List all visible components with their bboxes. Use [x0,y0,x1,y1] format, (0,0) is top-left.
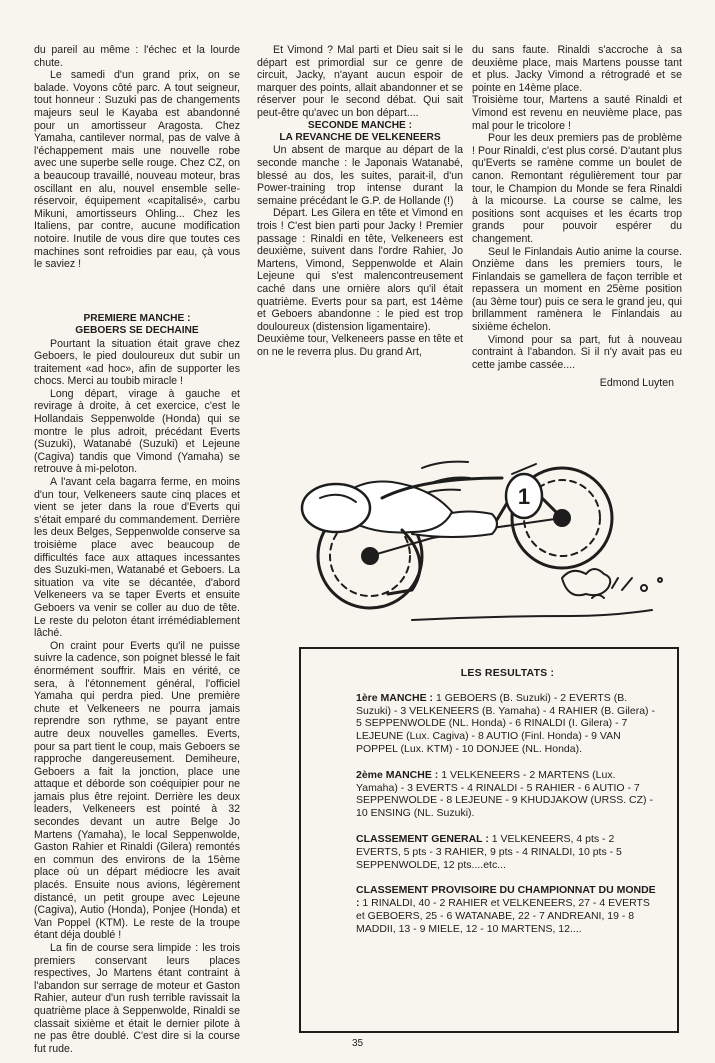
results-classement-provisoire [356,884,659,935]
section-subheading: GEBOERS SE DECHAINE [75,325,199,337]
section-heading: SECONDE MANCHE : [307,119,413,131]
results-title: LES RESULTATS : [460,667,555,679]
paragraph: Le samedi d'un grand prix, on se balade. Voyons côté parc. A tout seigneur, tout honneur : Suzuki pas de changements majeurs seul le Kayaba est abandonné pour un amortisseur Aragosta. Chez Yamaha, cantilever normal, pas de valve à l'échappement mais une nouvelle robe avec une superbe selle rouge. Chez CZ, on a beaucoup travaillé, nouveau moteur, bras oscillant en alu, nouvel ensemble selle-réservoir, équipement «capitalisé», carbu Mikuni, amortisseurs Ohling... Chez les Italiens, par contre, aucune modification notoire. Inutile de vous dire que toutes ces machines sont refroidies par eau, çà vous le saviez ! [34,69,240,271]
paragraph: Vimond pour sa part, fut à nouveau contraint à l'abandon. Si il n'y avait pas eu cette jambe cassée.... [472,333,682,371]
article-column-3 [472,44,682,390]
paragraph: Un absent de marque au départ de la seconde manche : le Japonais Watanabé, blessé au dos, les suites, parait-il, d'un Power-training trop intense durant la semaine précédant le G.P. de Hollande (!) [257,144,463,207]
paragraph: Pour les deux premiers pas de problème ! Pour Rinaldi, c'est plus corsé. D'autant plus qu'Everts se ramène comme un boulet de canon. Remontant régulièrement tour par tour, le Champion du Monde se fera Rinaldi à la micourse. La course se calme, les positions sont acquises et les écarts trop grands pour pouvoir espérer du changement. [472,132,682,245]
article-column-2 [257,44,463,358]
section-heading: PREMIERE MANCHE : [83,312,191,324]
paragraph: On craint pour Everts qu'il ne puisse suivre la cadence, son poignet blessé le fait énormément souffrir. Mais en vérité, ce sera, à l'étonnement général, l'officiel Yamaha qui perdra pied. Une première chute et Velkeneers ne pourra jamais reprendre son rythme, se payant entre autre deux nouvelles gamelles. Everts, pour sa part tient le coup, mais Geboers se rapproche dangereusement. Demiheure, Geboers a fait la jonction, place une attaque et déborde son coéquipier pour ne jamais plus être rejoint. Derrière les deux leaders, Velkeneers est pointé à 32 secondes devant un autre Belge Jo Martens (Yamaha), le local Seppenwolde, Gaston Rahier et Rinaldi (Gilera) remontés en commun des environs de la 15ème place où un départ médiocre les avait placés. Ensuite nous avions, légèrement distancé, un petit groupe avec Lejeune (Cagiva), Autio (Honda), Ponjee (Honda) et Van Poppel (KTM). Le reste de la troupe étant déja doublé ! [34,639,240,942]
results-manche-2 [356,769,659,820]
results-text: 1 VELKENEERS, 4 pts - 2 EVERTS, 5 pts - 3 RAHIER, 9 pts - 4 RINALDI, 10 pts - 5 SEPPENWOLDE, 12 pts....etc... [356,832,622,871]
results-classement-general [356,833,659,871]
results-text: 1 RINALDI, 40 - 2 RAHIER et VELKENEERS, 27 - 4 EVERTS et GEBOERS, 25 - 6 WATANABE, 22 - 7 ANDREANI, 19 - 8 MADDII, 13 - 9 MIELE, 12 - 10 MARTENS, 12.... [356,897,650,935]
paragraph: Long départ, virage à gauche et revirage à droite, à cet exercice, c'est le Hollandais Seppenwolde (Honda) qui se montre le plus adroit, précédant Everts (Suzuki), Watanabé (Suzuki) et Lejeune (Cagiva) tandis que Vimond (Yamaha) se retrouve à mi-peloton. [34,387,240,476]
paragraph: Deuxième tour, Velkeneers passe en tête et on ne le reverra plus. Du grand Art, [257,333,463,358]
results-box [299,647,679,1033]
page-number: 35 [351,1038,364,1049]
article-column-1 [34,44,240,1055]
author-signature: Edmond Luyten [599,377,674,390]
motocross-rider-cartoon-icon [262,438,690,628]
paragraph: Seul le Finlandais Autio anime la course. Onzième dans les premiers tours, le Finlandais se gamellera de façon terrible et repassera un moment en 25ème position (au 3ème tour) puis ce sera le grand jeu, qui brillamment ramènera le Finlandais au sixième échelon. [472,245,682,334]
paragraph: Et Vimond ? Mal parti et Dieu sait si le départ est primordial sur ce genre de circuit, Jacky, n'ayant aucun espoir de marquer des points, allait abandonner et se réserver pour le second débat. Qui sait peut-être qu'avec un bon départ.... [257,44,463,119]
paragraph: A l'avant cela bagarra ferme, en moins d'un tour, Velkeneers saute cinq places et vient se jeter dans la roue d'Everts qui s'était emparé du commandement. Derrière les deux Belges, Seppenwolde conserve sa troisième place avec beaucoup de difficultés face aux attaques incessantes des Suzuki-men, Watanabé et Geboers. La situation va vite se décantée, d'abord Velkeneers va se taper Everts et ensuite Geboers va venir se coller au duo de tête. Le reste du peloton étant irrémédiablement lâché. [34,476,240,640]
results-text: 1 GEBOERS (B. Suzuki) - 2 EVERTS (B. Suzuki) - 3 VELKENEERS (B. Yamaha) - 4 RAHIER (B. Gilera) - 5 SEPPENWOLDE (NL. Honda) - 6 RINALDI (I. Gilera) - 7 LEJEUNE (Lux. Cagiva) - 8 AUTIO (Finl. Honda) - 9 VAN POPPEL (Lux. KTM) - 10 DONJEE (NL. Honda). [356,691,655,755]
bike-number: 1 [517,484,531,509]
results-manche-1 [356,692,659,756]
paragraph: Troisième tour, Martens a sauté Rinaldi et Vimond est revenu en neuvième place, pas mal pour le tricolore ! [472,94,682,132]
paragraph: Départ. Les Gilera en tête et Vimond en trois ! C'est bien parti pour Jacky ! Premier passage : Rinaldi en tête, Velkeneers est deuxième, suivent dans l'ordre Rahier, Jo Martens, Vimond, Seppenwolde et Alain Lejeune qui s'est malencontreusement caché dans une ornière alors qu'il était quatrième. Everts pour sa part, est 14ème et Geboers abandonne : le pied est trop douloureux (distension ligamentaire). [257,207,463,333]
results-label: 2ème MANCHE : [356,768,439,781]
results-label: CLASSEMENT PROVISOIRE DU CHAMPIONNAT DU MONDE : [356,884,656,910]
results-label: 1ère MANCHE : [356,691,434,704]
paragraph: Pourtant la situation était grave chez Geboers, le pied douloureux dut subir un traitement «ad hoc», afin de supporter les chocs. Merci au toubib miracle ! [34,337,240,388]
results-label: CLASSEMENT GENERAL : [356,832,489,845]
paragraph: La fin de course sera limpide : les trois premiers conservant leurs places respectives, Jo Martens étant contraint à l'abandon sur serrage de moteur et Gaston Rahier, auteur d'un rush terrible ravissait la quatrième place à Seppenwolde, Rinaldi se classait sixième et était le dernier pilote à ne pas être doublé. C'est dire si la course fut rude. [34,942,240,1055]
paragraph: du sans faute. Rinaldi s'accroche à sa deuxième place, mais Martens pousse tant et plus. Jacky Vimond a rétrogradé et se pointe en 14ème place. [472,44,682,94]
section-subheading: LA REVANCHE DE VELKENEERS [279,131,441,143]
results-text: 1 VELKENEERS - 2 MARTENS (Lux. Yamaha) - 3 EVERTS - 4 RINALDI - 5 RAHIER - 6 AUTIO - 7 SEPPENWOLDE - 8 LEJEUNE - 9 KHUDJAKOW (URSS. CZ) - 10 ENSING (NL. Suzuki). [356,768,653,820]
paragraph: du pareil au même : l'échec et la lourde chute. [34,44,240,69]
